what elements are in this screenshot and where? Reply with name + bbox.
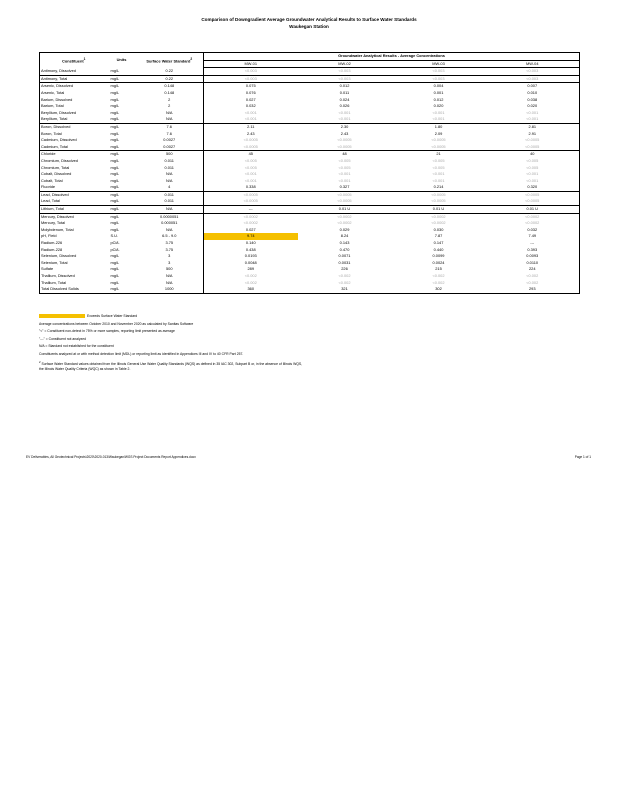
constituent-cell: Selenium, Dissolved	[41, 253, 77, 259]
constituent-cell: Chloride	[40, 151, 108, 158]
result-value-cell: 0.038	[527, 96, 538, 102]
result-value-cell: 0.076	[245, 89, 256, 95]
result-value-cell: <0.003	[486, 75, 580, 83]
constituent-cell: Cadmium, Dissolved	[41, 137, 77, 143]
constituent-cell: Antimony, Dissolved	[41, 67, 76, 73]
result-value-cell: <0.002	[432, 279, 445, 285]
standard-cell: 0.148	[136, 90, 204, 97]
table-notes	[39, 313, 579, 374]
result-value-cell: <0.005	[432, 157, 445, 163]
table-row	[40, 280, 580, 287]
units-cell: mg/L	[110, 184, 120, 190]
result-value-cell: 1.80	[392, 123, 486, 130]
constituent-cell: Sulfate	[41, 266, 54, 272]
well-header: MW-01	[204, 60, 298, 68]
result-value-cell: 360	[247, 286, 254, 292]
table-row	[40, 165, 580, 172]
result-value-cell: <0.005	[338, 164, 351, 170]
units-cell: mg/L	[110, 164, 120, 170]
standard-cell: 500	[136, 266, 204, 273]
result-value-cell: 302	[435, 286, 442, 292]
constituent-cell: Lead, Total	[41, 198, 60, 204]
table-row	[40, 184, 580, 191]
result-value-cell: 0.0193	[244, 253, 257, 259]
result-value-cell: 0.007	[486, 83, 580, 90]
constituent-cell: Selenium, Total	[41, 259, 68, 265]
result-value-cell: <0.0005	[392, 191, 486, 198]
result-value-cell: 0.393	[527, 246, 538, 252]
result-value-cell: 0.001	[433, 89, 444, 95]
result-value-cell: 2.43	[246, 130, 255, 136]
constituent-cell: Arsenic, Total	[41, 89, 65, 95]
constituent-cell: Boron, Total	[41, 130, 62, 136]
result-value-cell: <0.0005	[525, 143, 540, 149]
standard-cell: 0.22	[136, 75, 204, 83]
constituent-cell: Lithium, Total	[40, 206, 108, 214]
units-cell: mg/L	[110, 198, 120, 204]
standard-cell: 0.011	[136, 158, 204, 165]
units-cell: mg/L	[110, 96, 120, 102]
note-line: Average concentrations between October 2010 and November 2020 as calculated by Sanitas Software	[39, 321, 194, 326]
units-cell: mg/L	[110, 286, 120, 292]
result-value-cell: <0.0005	[486, 191, 580, 198]
units-cell: mg/L	[108, 213, 136, 220]
constituent-cell: Barium, Dissolved	[41, 96, 73, 102]
standard-cell: 0.011	[136, 198, 204, 205]
table-row	[40, 131, 580, 138]
units-cell: mg/L	[110, 171, 120, 177]
result-value-cell: 0.0110	[526, 259, 539, 265]
table-row	[40, 191, 580, 198]
footer-path: EV Deliverables, All Geotechnical Projects\2020\2020-013\Waukegan\WGS Project Documents Report Appendices.docx	[26, 455, 196, 459]
constituent-cell: Mercury, Total	[41, 220, 66, 226]
units-cell: pCi/L	[110, 246, 120, 252]
result-value-cell: <0.003	[244, 68, 257, 74]
result-value-cell: <0.002	[526, 279, 539, 285]
table-row	[40, 273, 580, 280]
standard-cell: N/A	[136, 206, 204, 214]
result-value-cell: <0.001	[338, 171, 351, 177]
units-cell: pCi/L	[110, 240, 120, 246]
standard-cell: N/A	[136, 171, 204, 178]
table-row	[40, 151, 580, 158]
constituent-cell: Chromium, Total	[41, 164, 70, 170]
result-value-cell: 0.029	[339, 226, 350, 232]
units-cell: mg/L	[110, 109, 120, 115]
standard-cell: N/A	[136, 280, 204, 287]
table-row	[40, 103, 580, 110]
result-value-cell: <0.0002	[204, 213, 298, 220]
constituent-cell: Chromium, Dissolved	[41, 157, 78, 163]
result-value-cell: <0.001	[432, 116, 445, 122]
result-value-cell: 0.0024	[432, 259, 445, 265]
result-value-cell: 2.91	[528, 130, 537, 136]
result-value-cell: 0.140	[245, 240, 256, 246]
result-value-cell: 0.0048	[244, 259, 257, 265]
result-value-cell: 0.004	[392, 83, 486, 90]
units-cell: mg/L	[110, 226, 120, 232]
result-value-cell: <0.0005	[204, 191, 298, 198]
result-value-cell: <0.003	[204, 75, 298, 83]
note-line: Constituents analyzed at or with method detection limit (MDL) or reporting limit as identified in Appendices III and IV to 40 CFR Part 257.	[39, 351, 244, 356]
exceedance-value-cell: 9.74	[204, 233, 298, 240]
well-header: MW-03	[392, 60, 486, 68]
result-value-cell: 0.027	[245, 96, 256, 102]
result-value-cell: <0.001	[526, 171, 539, 177]
footer-page-number: Page 1 of 1	[574, 455, 591, 459]
units-cell: mg/L	[110, 157, 120, 163]
result-value-cell: 0.020	[433, 103, 444, 109]
result-value-cell: <0.001	[432, 109, 445, 115]
result-value-cell: <0.003	[432, 68, 445, 74]
result-value-cell: <0.001	[338, 116, 351, 122]
result-value-cell: <0.001	[526, 116, 539, 122]
result-value-cell: 0.338	[245, 184, 256, 190]
table-row	[40, 90, 580, 97]
standard-cell: 1000	[136, 286, 204, 293]
result-value-cell: 0.01 U	[486, 206, 580, 214]
page-title: Comparison of Downgradient Average Groundwater Analytical Results to Surface Water Standards	[201, 17, 417, 22]
well-header: MW-04	[486, 60, 580, 68]
result-value-cell: <0.0005	[431, 143, 446, 149]
result-value-cell: <0.0005	[431, 198, 446, 204]
results-table	[39, 52, 580, 294]
standard-cell: 0.148	[136, 83, 204, 90]
units-header: Units	[116, 57, 127, 63]
table-row	[40, 206, 580, 214]
result-value-cell: 0.010	[527, 89, 538, 95]
constituent-cell: Fluoride	[41, 184, 56, 190]
units-cell: mg/L	[108, 191, 136, 198]
result-value-cell: 0.027	[245, 226, 256, 232]
result-value-cell: 48	[298, 151, 392, 158]
result-value-cell: <0.001	[244, 109, 257, 115]
result-value-cell: 21	[392, 151, 486, 158]
result-value-cell: <0.003	[338, 68, 351, 74]
constituent-cell: Beryllium, Dissolved	[41, 109, 77, 115]
result-value-cell: 226	[341, 266, 348, 272]
standard-cell: 2	[136, 103, 204, 110]
standard-cell: 3	[136, 253, 204, 260]
result-value-cell: 0.026	[339, 103, 350, 109]
table-row	[40, 158, 580, 165]
result-value-cell: <0.0005	[243, 198, 258, 204]
standard-cell: 500	[136, 151, 204, 158]
units-cell: mg/L	[110, 130, 120, 136]
units-cell: mg/L	[110, 137, 120, 143]
constituent-cell: Beryllium, Total	[41, 116, 68, 122]
result-value-cell: <0.0002	[486, 213, 580, 220]
units-cell: mg/L	[110, 143, 120, 149]
result-value-cell: 0.0099	[432, 253, 445, 259]
table-row	[40, 227, 580, 234]
table-row	[40, 178, 580, 185]
standard-cell: N/A	[136, 110, 204, 117]
result-value-cell: 8.24	[340, 233, 349, 239]
result-value-cell: <0.005	[244, 157, 257, 163]
results-group-header: Groundwater Analytical Results - Average Concentrations	[204, 53, 580, 61]
result-value-cell: 0.032	[527, 226, 538, 232]
result-value-cell: <0.003	[526, 68, 539, 74]
result-value-cell: 0.01 U	[392, 206, 486, 214]
constituent-cell: Cadmium, Total	[41, 143, 68, 149]
table-row	[40, 286, 580, 293]
result-value-cell: <0.0002	[243, 220, 258, 226]
units-cell: mg/L	[110, 103, 120, 109]
result-value-cell: <0.0002	[298, 213, 392, 220]
units-cell: mg/L	[110, 253, 120, 259]
constituent-cell: Thallium, Total	[41, 279, 67, 285]
result-value-cell: 293	[529, 286, 536, 292]
note-line: N/A = Standard not established for the constituent	[39, 344, 114, 349]
result-value-cell: 289	[247, 266, 254, 272]
result-value-cell: <0.0005	[337, 143, 352, 149]
table-row	[40, 123, 580, 130]
table-row	[40, 260, 580, 267]
units-cell: mg/L	[108, 151, 136, 158]
result-value-cell: 45	[204, 151, 298, 158]
result-value-cell: <0.0005	[243, 137, 258, 143]
result-value-cell: <0.0002	[337, 220, 352, 226]
standard-cell: 0.000051	[136, 220, 204, 227]
constituent-cell: Barium, Total	[41, 103, 64, 109]
units-cell: mg/L	[108, 206, 136, 214]
standard-cell: N/A	[136, 227, 204, 234]
units-cell: mg/L	[110, 220, 120, 226]
result-value-cell: <0.005	[526, 157, 539, 163]
units-cell: S.U.	[110, 233, 119, 239]
result-value-cell: 0.032	[245, 103, 256, 109]
well-header: MW-02	[298, 60, 392, 68]
result-value-cell: ---	[530, 240, 535, 246]
result-value-cell: <0.002	[338, 273, 351, 278]
result-value-cell: <0.0002	[525, 220, 540, 226]
result-value-cell: <0.002	[338, 279, 351, 285]
result-value-cell: <0.0005	[298, 191, 392, 198]
standard-cell: 7.6	[136, 131, 204, 138]
result-value-cell: 0.470	[339, 246, 350, 252]
units-cell: mg/L	[108, 83, 136, 90]
result-value-cell: 0.024	[339, 96, 350, 102]
standard-cell: 0.011	[136, 165, 204, 172]
result-value-cell: <0.002	[244, 273, 257, 278]
result-value-cell: <0.005	[432, 164, 445, 170]
result-value-cell: <0.002	[244, 279, 257, 285]
result-value-cell: 7.87	[434, 233, 443, 239]
standard-cell: N/A	[136, 273, 204, 280]
standard-cell: 2	[136, 97, 204, 104]
result-value-cell: <0.005	[526, 164, 539, 170]
note-line: "---" = Constituent not analyzed	[39, 336, 86, 341]
result-value-cell: 40	[486, 151, 580, 158]
standard-cell: 4	[136, 184, 204, 191]
constituent-header: Constituent$^1$	[62, 56, 86, 64]
units-cell: mg/L	[108, 123, 136, 130]
result-value-cell: <0.0005	[525, 137, 540, 143]
table-row	[40, 266, 580, 273]
result-value-cell: 2.11	[204, 123, 298, 130]
note-line: $^2$ Surface Water Standard values obtained from the Illinois General Use Water Quality Standards (WQS) as defined in 35 IAC 302, Subpart B or, in the absence of Illinois WQS,	[39, 359, 303, 366]
table-row	[40, 220, 580, 227]
table-row	[40, 253, 580, 260]
standard-cell: 3	[136, 260, 204, 267]
units-cell: mg/L	[110, 67, 120, 73]
constituent-cell: Radium-226	[41, 240, 63, 246]
result-value-cell: <0.001	[338, 109, 351, 115]
result-value-cell: 2.81	[486, 123, 580, 130]
result-value-cell: <0.005	[244, 164, 257, 170]
result-value-cell: 0.438	[245, 246, 256, 252]
units-cell: mg/L	[110, 116, 120, 122]
result-value-cell: 0.020	[527, 103, 538, 109]
legend	[39, 313, 579, 321]
units-cell: mg/L	[108, 75, 136, 83]
standard-cell: 0.22	[136, 68, 204, 76]
units-cell: mg/L	[110, 89, 120, 95]
result-value-cell: <0.003	[298, 75, 392, 83]
result-value-cell: 0.0031	[338, 259, 351, 265]
constituent-cell: pH, Field	[41, 233, 57, 239]
table-row	[40, 247, 580, 254]
constituent-cell: Boron, Dissolved	[40, 123, 108, 130]
result-value-cell: 2.43	[340, 130, 349, 136]
table-row	[40, 68, 580, 76]
result-value-cell: <0.0002	[392, 213, 486, 220]
legend-label: Exceeds Surface Water Standard	[87, 314, 138, 318]
result-value-cell: 0.011	[339, 89, 350, 95]
result-value-cell: 0.012	[298, 83, 392, 90]
result-value-cell: <0.001	[338, 177, 351, 183]
result-value-cell: <0.005	[338, 157, 351, 163]
result-value-cell: 0.147	[433, 240, 444, 246]
result-value-cell: ---	[204, 206, 298, 214]
result-value-cell: <0.001	[244, 116, 257, 122]
result-value-cell: <0.001	[526, 177, 539, 183]
table-row	[40, 240, 580, 247]
note-line: the Illinois Water Quality Criteria (WQC) as shown in Table 2.	[39, 367, 131, 372]
result-value-cell: 0.012	[433, 96, 444, 102]
table-row	[40, 137, 580, 144]
standard-cell: N/A	[136, 116, 204, 123]
result-value-cell: <0.003	[392, 75, 486, 83]
result-value-cell: 0.01 U	[298, 206, 392, 214]
result-value-cell: 0.320	[527, 184, 538, 190]
result-value-cell: <0.001	[526, 109, 539, 115]
result-value-cell: 0.143	[339, 240, 350, 246]
units-cell: mg/L	[110, 279, 120, 285]
result-value-cell: 0.440	[433, 246, 444, 252]
result-value-cell: 215	[435, 266, 442, 272]
result-value-cell: 0.327	[339, 184, 350, 190]
table-row	[40, 171, 580, 178]
standard-cell: 6.5 - 9.0	[136, 233, 204, 240]
constituent-cell: Cobalt, Dissolved	[41, 171, 72, 177]
standard-cell: 3.75	[136, 240, 204, 247]
table-body	[40, 68, 580, 294]
standard-cell: N/A	[136, 178, 204, 185]
standard-cell: 3.75	[136, 247, 204, 254]
constituent-cell: Cobalt, Total	[41, 177, 63, 183]
result-value-cell: <0.002	[432, 273, 445, 278]
result-value-cell: <0.0002	[431, 220, 446, 226]
table-row	[40, 75, 580, 83]
result-value-cell: <0.002	[526, 273, 539, 278]
constituent-cell: Mercury, Dissolved	[40, 213, 108, 220]
result-value-cell: <0.0005	[337, 198, 352, 204]
units-cell: mg/L	[110, 259, 120, 265]
constituent-cell: Lead, Dissolved	[40, 191, 108, 198]
table-row	[40, 198, 580, 205]
exceedance-swatch	[39, 314, 85, 319]
standard-cell: 0.011	[136, 191, 204, 198]
standard-cell: 0.0027	[136, 137, 204, 144]
table-row	[40, 83, 580, 90]
table-row	[40, 116, 580, 123]
constituent-cell: Antimony, Total	[40, 75, 108, 83]
result-value-cell: <0.0005	[431, 137, 446, 143]
result-value-cell: 2.30	[298, 123, 392, 130]
result-value-cell: <0.0005	[243, 143, 258, 149]
note-line: "<" = Constituent non-detect in 75% or more samples, reporting limit presented as average	[39, 329, 175, 334]
units-cell: mg/L	[110, 266, 120, 272]
constituent-cell: Thallium, Dissolved	[41, 273, 75, 278]
units-cell: mg/L	[110, 177, 120, 183]
constituent-cell: Molybdenum, Total	[41, 226, 74, 232]
result-value-cell: 0.0071	[338, 253, 351, 259]
result-value-cell: <0.0005	[337, 137, 352, 143]
table-row	[40, 233, 580, 240]
result-value-cell: 0.0093	[526, 253, 539, 259]
result-value-cell: 2.09	[434, 130, 443, 136]
units-cell: mg/L	[110, 273, 120, 278]
result-value-cell: 7.49	[528, 233, 537, 239]
result-value-cell: 0.214	[433, 184, 444, 190]
table-row	[40, 110, 580, 117]
table-row	[40, 144, 580, 151]
standard-cell: 7.6	[136, 123, 204, 130]
table-header-row	[40, 53, 580, 61]
constituent-cell: Radium-228	[41, 246, 63, 252]
page-subtitle: Waukegan Station	[289, 24, 329, 29]
standard-cell: 0.0000051	[136, 213, 204, 220]
table-row	[40, 97, 580, 104]
result-value-cell: <0.001	[244, 171, 257, 177]
result-value-cell: <0.001	[432, 171, 445, 177]
standard-cell: 0.0027	[136, 144, 204, 151]
standard-header: Surface Water Standard$^2$	[136, 53, 204, 68]
result-value-cell: <0.001	[244, 177, 257, 183]
result-value-cell: 224	[529, 266, 536, 272]
constituent-cell: Total Dissolved Solids	[41, 286, 79, 292]
result-value-cell: 321	[341, 286, 348, 292]
constituent-cell: Arsenic, Dissolved	[40, 83, 108, 90]
result-value-cell: 0.030	[433, 226, 444, 232]
table-row	[40, 213, 580, 220]
result-value-cell: 0.075	[204, 83, 298, 90]
result-value-cell: <0.001	[432, 177, 445, 183]
result-value-cell: <0.0005	[525, 198, 540, 204]
